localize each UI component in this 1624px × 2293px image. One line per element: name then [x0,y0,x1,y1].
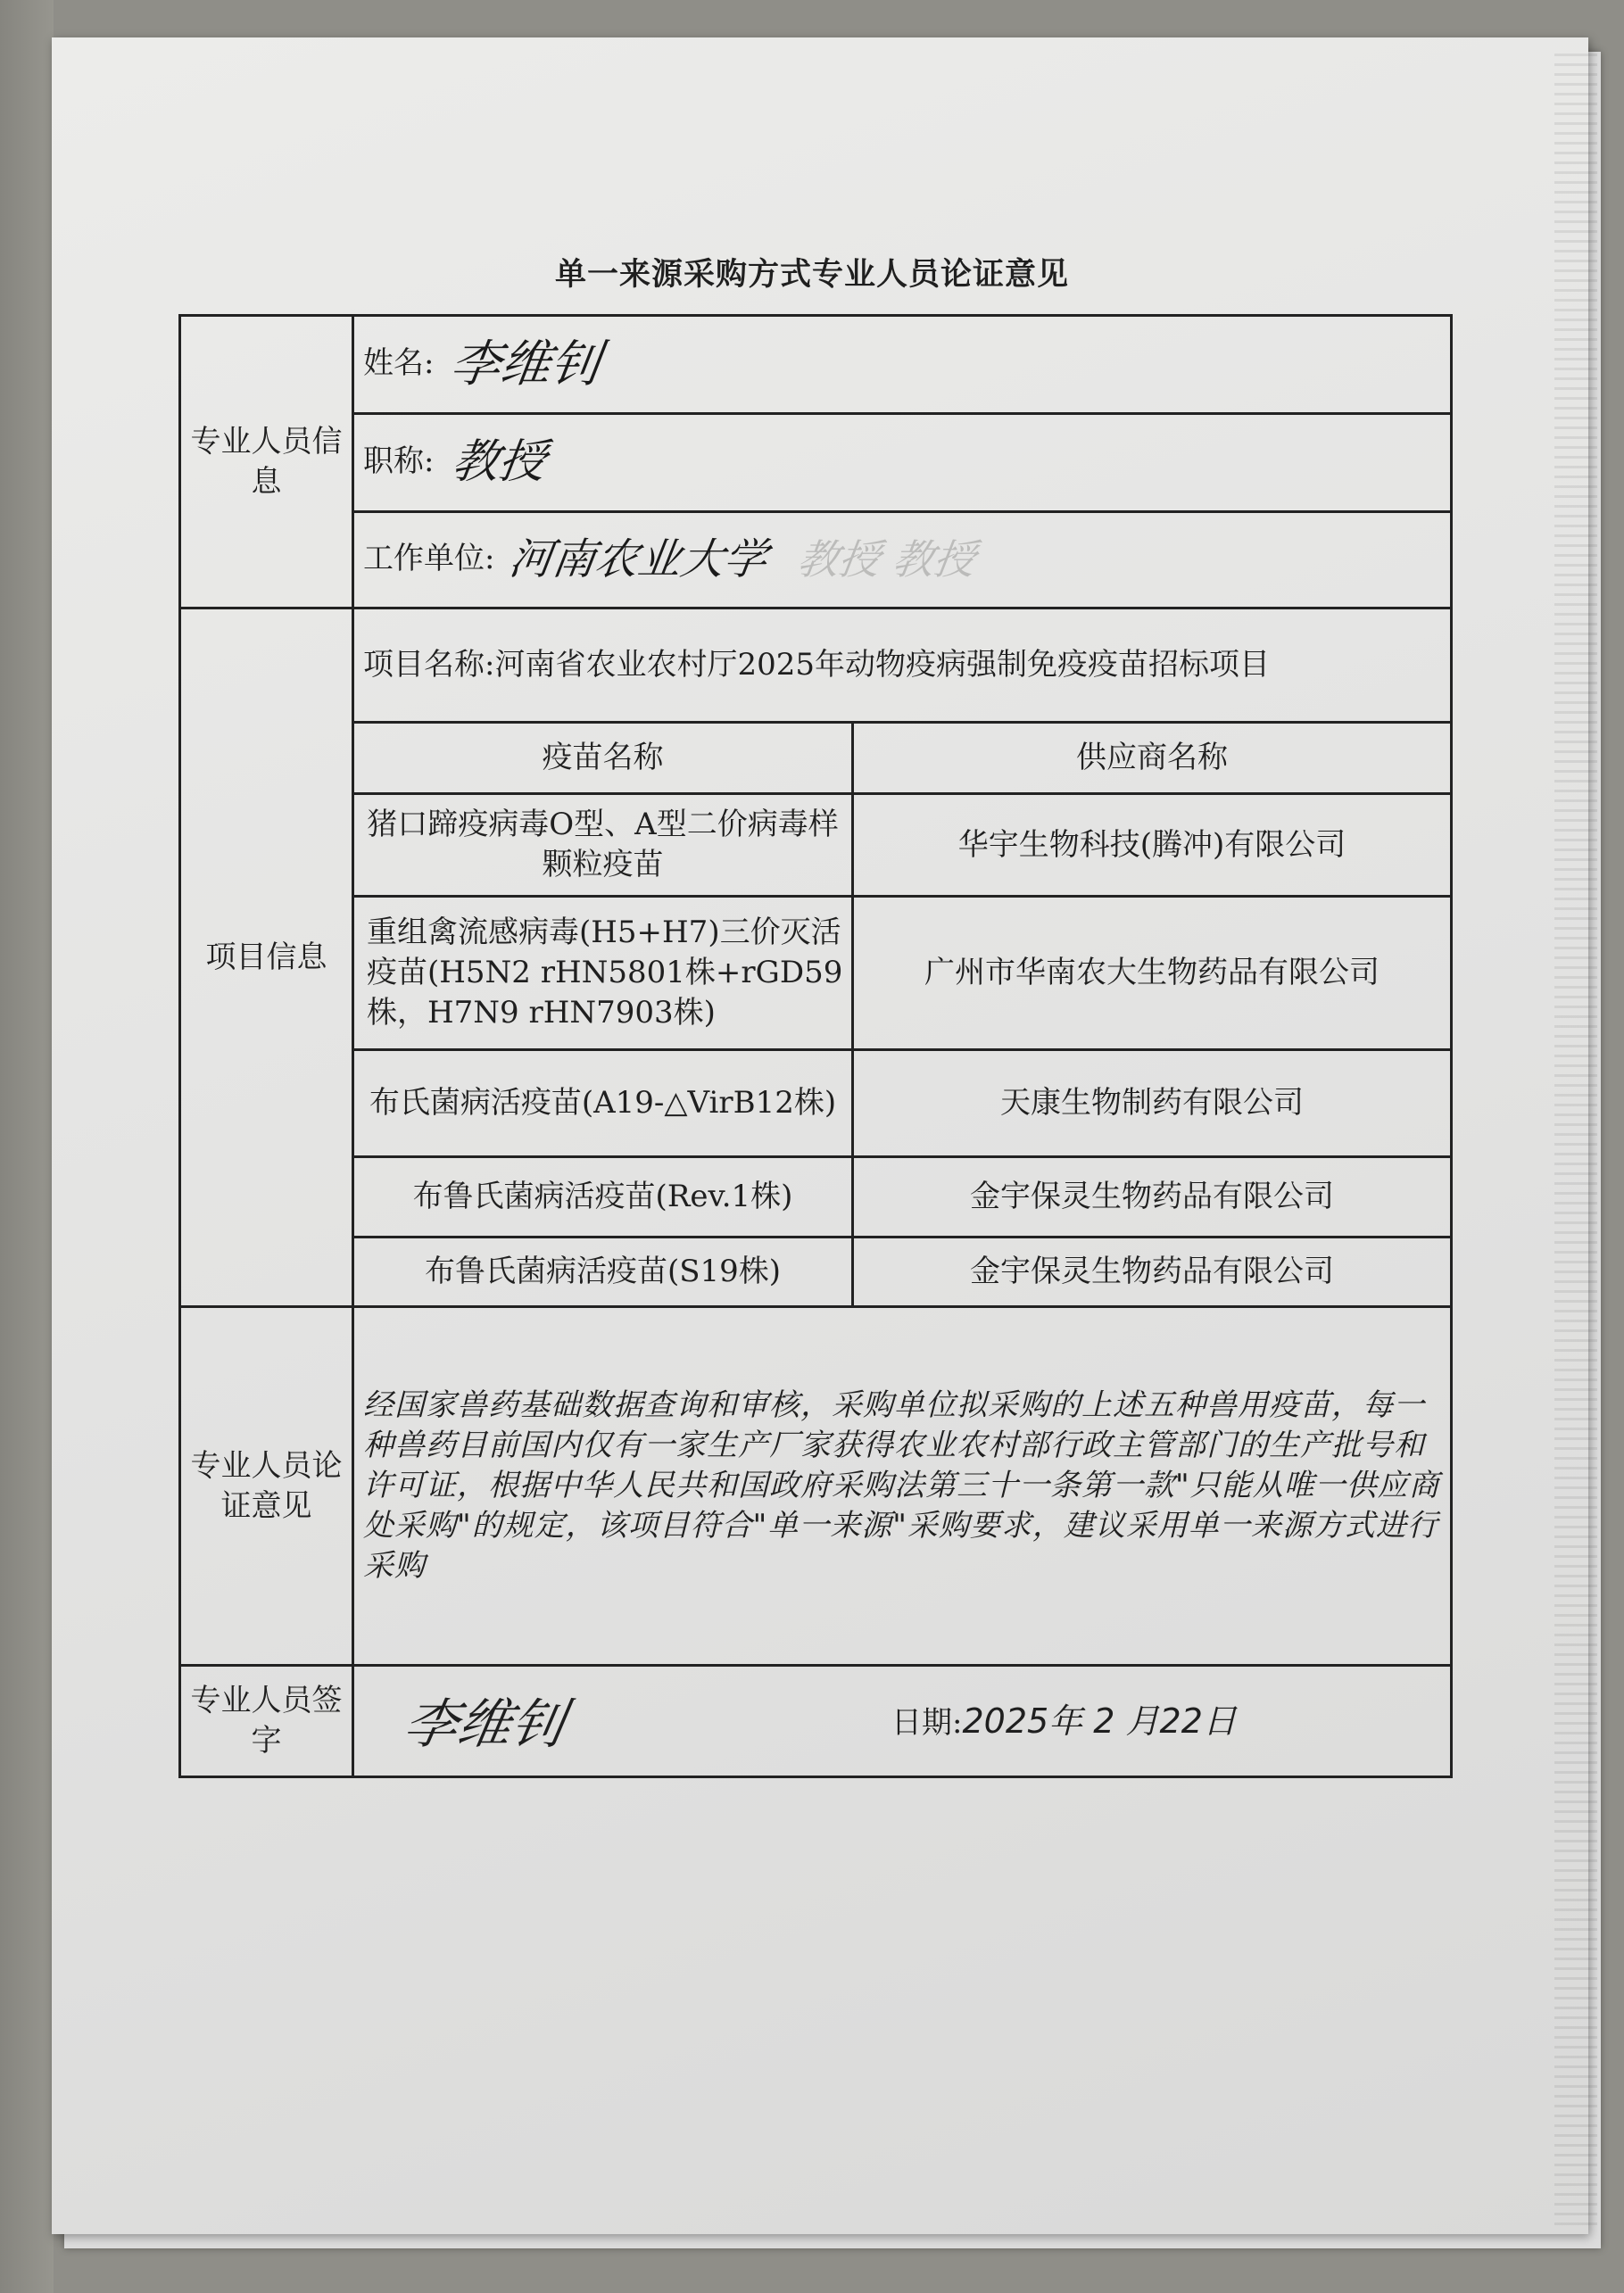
date-label: 日期: [891,1705,963,1741]
project-section-label: 项目信息 [180,608,353,1307]
personnel-section-label: 专业人员信息 [180,316,353,608]
date-value: 2025年 2 月22日 [962,1701,1237,1741]
page-title: 单一来源采购方式专业人员论证意见 [554,256,1069,293]
signature-row [180,1666,1452,1777]
table-row [180,897,1452,1050]
opinion-handwriting: 经国家兽药基础数据查询和审核，采购单位拟采购的上述五种兽用疫苗，每一种兽药目前国内仅有一家生产厂家获得农业农村部行政主管部门的生产批号和许可证，根据中华人民共和国政府采购法第三十一条第一款"只能从唯一供应商处采购"的规定，该项目符合"单一来源"采购要求，建议采用单一来源方式进行采购 [353,1307,1452,1666]
supplier-name: 金宇保灵生物药品有限公司 [853,1157,1452,1238]
name-row [180,316,1452,414]
table-row [180,1238,1452,1307]
paper-edge-shadow [1554,54,1597,2231]
title-row [180,414,1452,512]
name-label: 姓名: [363,344,435,381]
vaccine-name: 布鲁氏菌病活疫苗(Rev.1株) [353,1157,853,1238]
table-row [180,1050,1452,1157]
col-header-supplier: 供应商名称 [853,723,1452,794]
unit-row [180,512,1452,608]
supplier-name: 广州市华南农大生物药品有限公司 [853,897,1452,1050]
supplier-name: 金宇保灵生物药品有限公司 [853,1238,1452,1307]
table-row [180,1157,1452,1238]
date-field [891,1699,1237,1743]
opinion-section-label: 专业人员论证意见 [180,1307,353,1666]
name-field [353,316,1452,414]
bleed-through-text: 教授 教授 [794,535,979,584]
title-handwriting: 教授 [449,435,550,490]
signature-cell [353,1666,1452,1777]
vaccine-name: 布鲁氏菌病活疫苗(S19株) [353,1238,853,1307]
desk-background [0,0,54,2293]
supplier-name: 天康生物制药有限公司 [853,1050,1452,1157]
vaccine-name: 布氏菌病活疫苗(A19-△VirB12株) [353,1050,853,1157]
project-name: 项目名称:河南省农业农村厅2025年动物疫病强制免疫疫苗招标项目 [353,608,1452,723]
unit-field [353,512,1452,608]
col-header-vaccine: 疫苗名称 [353,723,853,794]
title-label: 职称: [363,443,435,479]
unit-label: 工作单位: [363,540,495,576]
table-row [180,794,1452,897]
project-name-row [180,608,1452,723]
supplier-name: 华宇生物科技(腾冲)有限公司 [853,794,1452,897]
unit-handwriting: 河南农业大学 [506,534,771,584]
name-handwriting: 李维钊 [446,335,605,393]
opinion-row [180,1307,1452,1666]
title-field [353,414,1452,512]
vaccine-name: 猪口蹄疫病毒O型、A型二价病毒样颗粒疫苗 [353,794,853,897]
vaccine-header-row [180,723,1452,794]
vaccine-name: 重组禽流感病毒(H5+H7)三价灭活疫苗(H5N2 rHN5801株+rGD59株，H7N9 rHN7903株) [353,897,853,1050]
opinion-form [178,314,1453,1778]
signature-section-label: 专业人员签字 [180,1666,353,1777]
signature-handwriting: 李维钊 [398,1693,571,1756]
